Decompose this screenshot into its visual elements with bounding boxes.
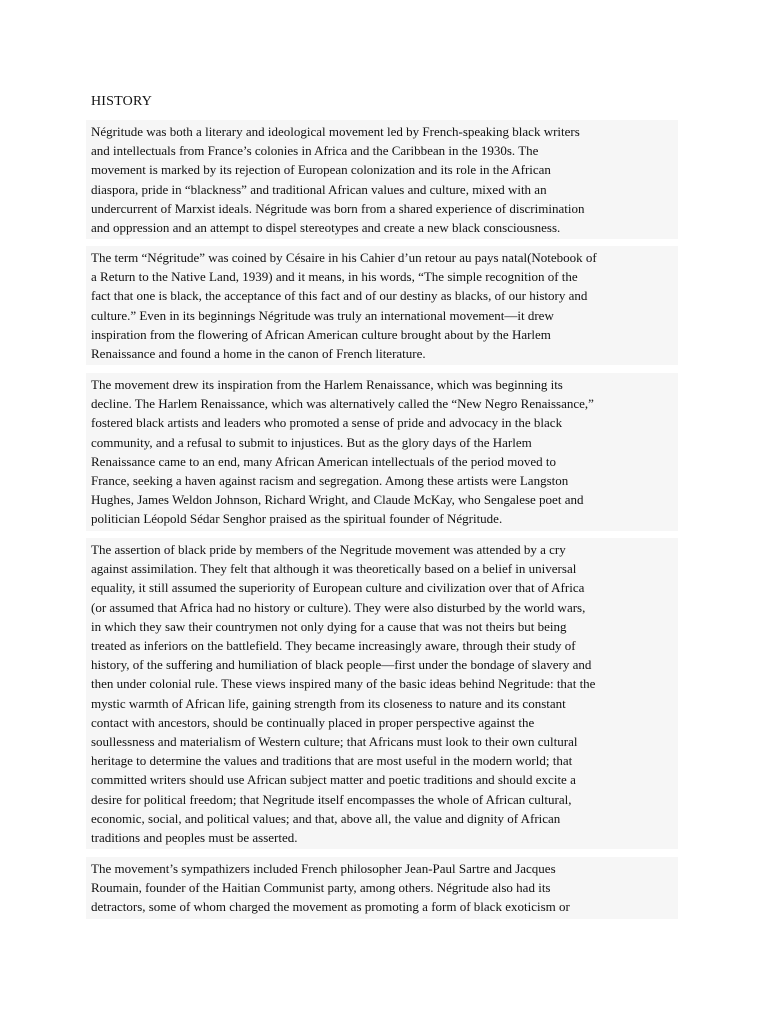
text-line: detractors, some of whom charged the movement as promoting a form of black exoticism or [91,899,570,915]
text-line: undercurrent of Marxist ideals. Négritude was born from a shared experience of discrimination [91,200,585,216]
section-heading: HISTORY [91,94,153,109]
text-line: contact with ancestors, should be continually placed in proper perspective against the [91,714,535,730]
text-line: against assimilation. They felt that although it was theoretically based on a belief in universal [91,561,577,577]
text-line: desire for political freedom; that Negritude itself encompasses the whole of African cultural, [91,791,572,807]
text-line: (or assumed that Africa had no history or culture). They were also disturbed by the world wars, [91,599,586,615]
text-line: France, seeking a haven against racism and segregation. Among these artists were Langston [91,473,569,489]
text-line: economic, social, and political values; and that, above all, the value and dignity of African [91,810,561,826]
paragraph-2 [86,246,678,365]
text-line: culture.” Even in its beginnings Négritude was truly an international movement—it drew [91,307,554,323]
text-line: and intellectuals from France’s colonies in Africa and the Caribbean in the 1930s. The [91,143,539,159]
text-line: Renaissance came to an end, many African American intellectuals of the period moved to [91,453,556,469]
text-line: equality, it still assumed the superiority of European culture and civilization over that of Africa [91,580,585,596]
text-line: The movement’s sympathizers included French philosopher Jean-Paul Sartre and Jacques [91,861,556,876]
text-line: history, of the suffering and humiliation of black people—first under the bondage of slavery and [91,657,592,673]
paragraph-4 [86,538,678,849]
text-line: and oppression and an attempt to dispel stereotypes and create a new black consciousness. [91,220,561,236]
text-line: politician Léopold Sédar Senghor praised as the spiritual founder of Négritude. [91,511,503,527]
text-line: The movement drew its inspiration from the Harlem Renaissance, which was beginning its [91,377,563,392]
text-line: The assertion of black pride by members of the Negritude movement was attended by a cry [91,542,566,557]
text-line: mystic warmth of African life, gaining strength from its closeness to nature and its constant [91,695,566,711]
paragraph-1 [86,120,678,239]
text-line: a Return to the Native Land, 1939) and it means, in his words, “The simple recognition of the [91,269,578,285]
text-line: decline. The Harlem Renaissance, which was alternatively called the “New Negro Renaissance,” [91,396,594,412]
text-line: Roumain, founder of the Haitian Communist party, among others. Négritude also had its [91,880,551,896]
text-line: committed writers should use African subject matter and poetic traditions and should excite a [91,772,576,788]
text-line: community, and a refusal to submit to injustices. But as the glory days of the Harlem [91,434,532,450]
text-line: then under colonial rule. These views inspired many of the basic ideas behind Negritude: that the [91,676,596,692]
text-line: fostered black artists and leaders who promoted a sense of pride and advocacy in the black [91,415,563,431]
text-line: The term “Négritude” was coined by Césaire in his Cahier d’un retour au pays natal(Notebook of [91,250,597,265]
text-line: fact that one is black, the acceptance of this fact and of our destiny as blacks, of our history and [91,288,588,304]
text-line: traditions and peoples must be asserted. [91,830,298,846]
paragraph-3 [86,373,678,531]
text-line: movement is marked by its rejection of European colonization and its role in the African [91,162,551,178]
text-line: treated as inferiors on the battlefield. They became increasingly aware, through their study of [91,638,576,654]
text-line: inspiration from the flowering of African American culture brought about by the Harlem [91,326,551,342]
text-line: Renaissance and found a home in the canon of French literature. [91,346,426,362]
paragraph-5 [86,857,678,919]
text-line: soullessness and materialism of Western culture; that Africans must look to their own cultural [91,734,578,750]
text-line: heritage to determine the values and traditions that are most useful in the modern world; that [91,753,573,769]
text-line: Négritude was both a literary and ideological movement led by French-speaking black writers [91,124,580,139]
text-line: in which they saw their countrymen not only dying for a cause that was not theirs but being [91,618,567,634]
text-line: diaspora, pride in “blackness” and traditional African values and culture, mixed with an [91,181,547,197]
text-line: Hughes, James Weldon Johnson, Richard Wright, and Claude McKay, who Sengalese poet and [91,492,584,508]
